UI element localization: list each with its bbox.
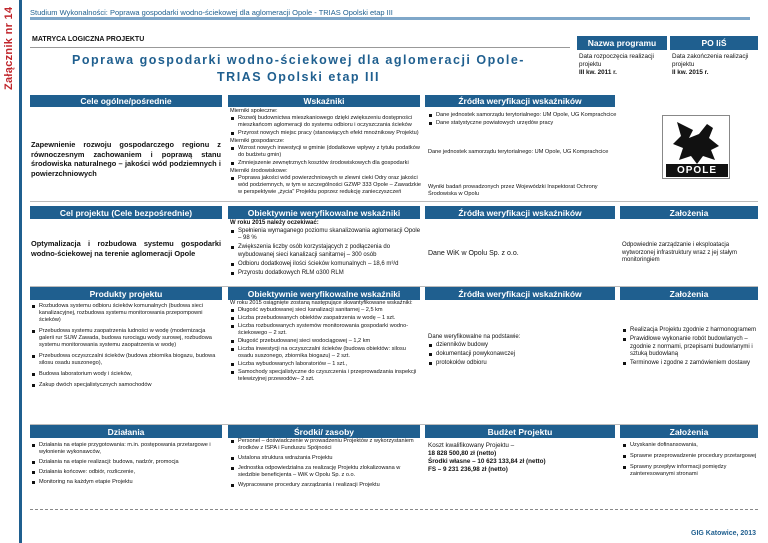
product-item: Budowa laboratorium wody i ścieków, [31, 371, 221, 378]
product-indicator-item: Liczba przebudowanych obiektów zaopatrzenia w wodę – 1 szt. [230, 315, 422, 322]
project-goal-source: Dane WiK w Opolu Sp. z o.o. [428, 250, 519, 257]
products-sources-intro: Dane weryfikowalne na podstawie: [428, 334, 521, 340]
indicator-item: Zwiększenia liczby osób korzystających z podłączenia do wybudowanej sieci kanalizacji sanitarnej – 300 osób [230, 244, 422, 259]
means-item: Jednostka odpowiedzialna za realizację Projektu zlokalizowana w siedzibie beneficjenta – WiK w Opolu Sp. z o.o. [230, 465, 422, 479]
programme-value: PO IiŚ [670, 36, 758, 50]
product-indicator-item: Liczba wybudowanych laboratoriów – 1 szt., [230, 361, 422, 368]
header-assumptions: Założenia [620, 206, 758, 219]
matrix-label: MATRYCA LOGICZNA PROJEKTU [30, 36, 570, 48]
products-list [31, 303, 221, 390]
header-assumptions-3: Założenia [620, 425, 758, 438]
economic-item: Zmniejszenie zewnętrznych kosztów środowiskowych dla gospodarki [230, 160, 423, 167]
header-means: Środki/ zasoby [228, 425, 420, 438]
footer-divider [30, 509, 758, 510]
annex-label: Załącznik nr 14 [3, 6, 15, 90]
product-indicator-item: Liczba inwestycji na oczyszczalni ścieków (budowa obiektów: silosu osadu suszonego, zbiornika biogazu) – 2 szt. [230, 346, 422, 360]
products-indicators-intro: W roku 2015 osiągnięte zostaną następujące skwantyfikowane wskaźniki: [230, 300, 413, 306]
project-title-line1: Poprawa gospodarki wodno-ściekowej dla aglomeracji Opole- [72, 53, 525, 67]
means-item: Wypracowane procedury zarządzania i realizacji Projektu [230, 482, 422, 489]
product-indicator-item: Długość przebudowanej sieci wodociągowej – 1,2 km [230, 338, 422, 345]
environment-label: Mierniki środowiskowe: [230, 168, 288, 174]
product-indicator-item: Liczba rozbudowanych systemów monitorowania gospodarki wodno-ściekowego – 2 szt. [230, 323, 422, 337]
action-item: Działania na etapie realizacji: budowa, nadzór, promocja [31, 459, 221, 466]
sources-economic: Dane jednostek samorządu terytorialnego: UM Opole, UG Komprachcice [428, 149, 609, 155]
product-item: Przebudowa systemu zaopatrzenia ludności w wodę (modernizacja galerii rur SUW Zawada, budowa rurociągu wody surowej, rozbudowa systemu monitorowania systemu zaopatrzenia w wodę) [31, 328, 221, 349]
footer-credit: GIG Katowice, 2013 [691, 530, 756, 537]
start-date-value: III kw. 2011 r. [579, 69, 617, 76]
programme-label: Nazwa programu [577, 36, 667, 50]
products-assumptions [622, 327, 758, 369]
header-objective-indicators-2: Obiektywnie weryfikowalne wskaźniki [228, 287, 420, 300]
sources-environment: Wyniki badań prowadzonych przez Wojewódzki Inspektorat Ochrony Środowiska w Opolu [428, 184, 598, 197]
actions-assumptions [622, 442, 758, 479]
product-item: Przebudowa oczyszczalni ścieków (budowa zbiornika biogazu, budowa silosu osadu suszonego), [31, 353, 221, 367]
header-sources-3: Źródła weryfikacji wskaźników [425, 287, 615, 300]
products-assumption-item: Terminowe i zgodne z zamówieniem dostawy [622, 360, 758, 368]
actions-list [31, 442, 221, 487]
opole-logo [662, 115, 730, 179]
header-indicators: Wskaźniki [228, 95, 420, 107]
study-header: Studium Wykonalności: Poprawa gospodarki wodno-ściekowej dla aglomeracji Opole - TRIAS Opolski etap III [30, 6, 750, 20]
budget-block [428, 442, 618, 474]
means-list [230, 438, 422, 490]
product-indicator-item: Długość wybudowanej sieci kanalizacji sanitarnej – 2,5 km [230, 307, 422, 314]
products-indicators [230, 300, 422, 384]
general-goal-text: Zapewnienie rozwoju gospodarczego regionu z równoczesnym zachowaniem i poprawą stanu środowiska naturalnego – jakości wód podziemnych i powierzchniowych [31, 140, 221, 178]
products-source-item: dzienników budowy [428, 342, 618, 350]
social-item: Rozwój budownictwa mieszkaniowego dzięki zwiększeniu dostępności mieszkańcom aglomeracji do systemu odbioru i oczyszczania ścieków [230, 115, 423, 129]
annex-sidebar [0, 0, 22, 543]
products-source-item: protokołów odbioru [428, 360, 618, 368]
start-date [579, 53, 667, 77]
end-date [672, 53, 758, 77]
start-date-label: Data rozpoczęcia realizacji projektu [579, 53, 654, 68]
end-date-label: Data zakończenia realizacji projektu [672, 53, 749, 68]
actions-assumption-item: Uzyskanie dofinansowania, [622, 442, 758, 449]
means-item: Personel – doświadczenie w prowadzeniu Projektów z wykorzystaniem środków z ISPA i Funduszu Spójności [230, 438, 422, 452]
product-item: Rozbudowa systemu odbioru ścieków komunalnych (budowa sieci kanalizacyjnej, rozbudowa systemu monitorowania przepompowni ścieków) [31, 303, 221, 324]
header-objective-indicators: Obiektywnie weryfikowalne wskaźniki [228, 206, 420, 219]
budget-own-funds: Środki własne – 10 623 133,84 zł (netto) [428, 458, 546, 465]
source-item: Dane statystyczne powiatowych urzędów pracy [428, 120, 624, 127]
products-source-item: dokumentacji powykonawczej [428, 351, 618, 359]
product-item: Zakup dwóch specjalistycznych samochodów [31, 382, 221, 389]
header-sources-2: Źródła weryfikacji wskaźników [425, 206, 615, 219]
action-item: Działania na etapie przygotowania: m.in. postępowania przetargowe i wyłonienie wykonawców, [31, 442, 221, 456]
header-sources: Źródła weryfikacji wskaźników [425, 95, 615, 107]
logo-text: OPOLE [676, 165, 717, 176]
project-goal-indicators [230, 220, 422, 279]
header-project-goal: Cel projektu (Cele bezpośrednie) [30, 206, 222, 219]
social-item: Przyrost nowych miejsc pracy (stanowiących efekt mnożnikowy Projektu) [230, 130, 423, 137]
indicators-block [230, 108, 423, 197]
project-title [30, 52, 567, 92]
actions-assumption-item: Sprawny przepływ informacji pomiędzy zainteresowanymi stronami [622, 464, 758, 478]
product-indicator-item: Samochody specjalistyczne do czyszczenia i przeprowadzania inspekcji telewizyjnej przewodów– 2 szt. [230, 369, 422, 383]
indicators-intro: W roku 2015 należy oczekiwać: [230, 220, 319, 226]
indicator-item: Spełnienia wymaganego poziomu skanalizowania aglomeracji Opole – 98 % [230, 228, 422, 243]
action-item: Monitoring na każdym etapie Projektu [31, 479, 221, 486]
budget-qualified-label: Koszt kwalifikowany Projektu – [428, 442, 515, 449]
means-item: Ustalona struktura wdrażania Projektu [230, 455, 422, 462]
economic-item: Wzrost nowych inwestycji w gminie (dodatkowe wpływy z tytułu podatków do budżetu gmin) [230, 145, 423, 159]
social-label: Mierniki społeczne: [230, 108, 278, 114]
end-date-value: II kw. 2015 r. [672, 69, 709, 76]
project-goal-text: Optymalizacja i rozbudowa systemu gospodarki wodno-ściekowej na terenie aglomeracji Opole [31, 239, 221, 258]
products-sources [428, 334, 618, 369]
header-actions: Działania [30, 425, 222, 438]
action-item: Działania końcowe: odbiór, rozliczenie, [31, 469, 221, 476]
indicator-item: Przyrostu dodatkowych RLM o300 RLM [230, 270, 422, 278]
project-title-line2: TRIAS Opolski etap III [217, 70, 380, 84]
economic-label: Mierniki gospodarcze: [230, 138, 285, 144]
project-goal-assumption: Odpowiednie zarządzanie i eksploatacja wytworzonej infrastruktury wraz z jej stałym monitoringiem [622, 242, 738, 264]
header-budget: Budżet Projektu [425, 425, 615, 438]
environment-item: Poprawa jakości wód powierzchniowych w zlewni cieki Odry oraz jakości wód podziemnych, w tym w szczególności GZWP 333 Opole – Zawadzkie w perspektywie „życia" Projektu poprzez redukcję zanieczyszczeń [230, 175, 423, 196]
indicator-item: Odbioru dodatkowej ilości ścieków komunalnych – 18,6 m³/d [230, 261, 422, 269]
products-assumption-item: Prawidłowe wykonanie robót budowlanych – zgodnie z normami, przepisami budowlanymi i sztuką budowlaną [622, 336, 758, 359]
header-goals: Cele ogólne/pośrednie [30, 95, 222, 107]
products-assumption-item: Realizacja Projektu zgodnie z harmonogramem [622, 327, 758, 335]
header-products: Produkty projektu [30, 287, 222, 300]
budget-qualified-value: 18 828 500,80 zł (netto) [428, 450, 497, 457]
source-item: Dane jednostek samorządu terytorialnego: UM Opole, UG Komprachcice [428, 112, 624, 119]
sources-social [428, 112, 624, 128]
header-assumptions-2: Założenia [620, 287, 758, 300]
budget-fs: FS – 9 231 236,98 zł (netto) [428, 466, 508, 473]
actions-assumption-item: Sprawne przeprowadzenie procedury przetargowej [622, 453, 758, 460]
